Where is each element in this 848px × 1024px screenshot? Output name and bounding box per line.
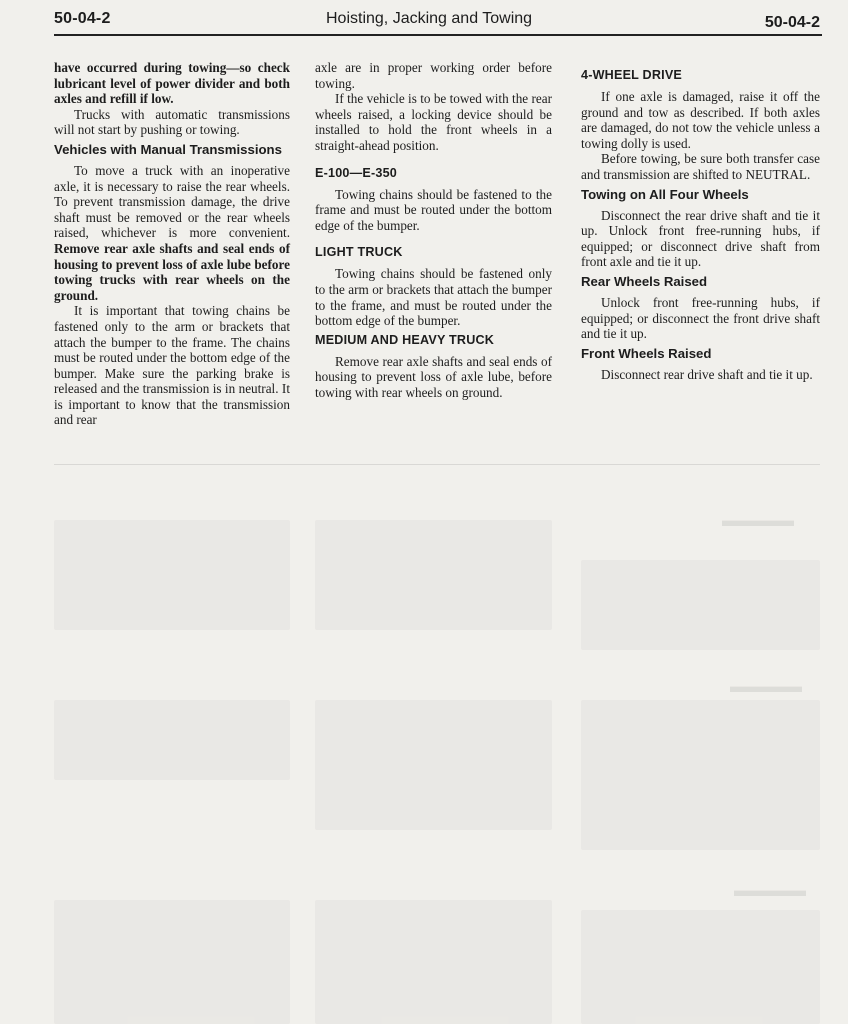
section-heading: Front Wheels Raised xyxy=(581,345,712,361)
paragraph: It is important that towing chains be fastened only to the arm or brackets that attach the bumper to the frame. The chains must be routed under the bottom edge of the bumper. Make sure the parking brake is released and the transmission is in neutral. It is important to know that the transmission and rear xyxy=(54,303,290,428)
paragraph: If one axle is damaged, raise it off the ground and tow as described. If both axles are damaged, do not tow the vehicle unless a towing dolly is used. xyxy=(581,89,820,151)
column-2 xyxy=(315,60,552,401)
paragraph: Towing chains should be fastened only to the arm or brackets that attach the bumper to the frame, and must be routed under the bottom edge of the bumper. xyxy=(315,266,552,329)
column-1 xyxy=(54,60,290,428)
paragraph: If the vehicle is to be towed with the rear wheels raised, a locking device should be installed to hold the front wheels in a straight-ahead position. xyxy=(315,91,552,153)
paragraph: To move a truck with an inoperative axle, it is necessary to raise the rear wheels. To prevent transmission damage, the drive shaft must be removed or the rear wheels raised, whichever is more convenient. Remove rear axle shafts and seal ends of housing to prevent loss of axle lube before towing trucks with rear wheels on the ground. xyxy=(54,162,290,303)
section-heading: MEDIUM AND HEAVY TRUCK xyxy=(315,332,495,347)
section-heading: LIGHT TRUCK xyxy=(315,245,403,260)
section-heading: Vehicles with Manual Transmissions xyxy=(54,141,282,157)
page-header xyxy=(54,6,820,34)
paragraph: have occurred during towing—so check lubricant level of power divider and both axles and refill if low. xyxy=(54,60,290,107)
page-number-left: 50-04-2 xyxy=(54,10,111,27)
bleed-through-background: ▬▬▬▬ ▬▬▬▬ ▬▬▬▬ xyxy=(0,440,848,1024)
paragraph: Disconnect the rear drive shaft and tie it up. Unlock front free-running hubs, if equipped; or disconnect drive shaft from front axle and tie it up. xyxy=(581,207,820,270)
paragraph: Disconnect rear drive shaft and tie it up. xyxy=(601,366,813,382)
paragraph: axle are in proper working order before towing. xyxy=(315,60,552,91)
section-heading: Rear Wheels Raised xyxy=(581,273,708,289)
paragraph: Unlock front free-running hubs, if equipped; or disconnect the front drive shaft and tie it up. xyxy=(581,294,820,342)
paragraph: Trucks with automatic transmissions will not start by pushing or towing. xyxy=(54,106,290,138)
header-rule xyxy=(54,34,822,36)
paragraph: Remove rear axle shafts and seal ends of housing to prevent loss of axle lube, before towing with rear wheels on ground. xyxy=(315,353,552,400)
bleed-through-rule xyxy=(54,440,820,465)
paragraph: Towing chains should be fastened to the frame and must be routed under the bottom edge of the bumper. xyxy=(315,186,552,233)
section-heading: 4-WHEEL DRIVE xyxy=(581,68,683,82)
page-title: Hoisting, Jacking and Towing xyxy=(326,10,533,27)
section-heading: Towing on All Four Wheels xyxy=(581,186,749,202)
column-3 xyxy=(581,64,820,382)
page-number-right: 50-04-2 xyxy=(764,14,820,31)
section-heading: E-100—E-350 xyxy=(315,165,398,180)
paragraph: Before towing, be sure both transfer case and transmission are shifted to NEUTRAL. xyxy=(581,151,820,182)
